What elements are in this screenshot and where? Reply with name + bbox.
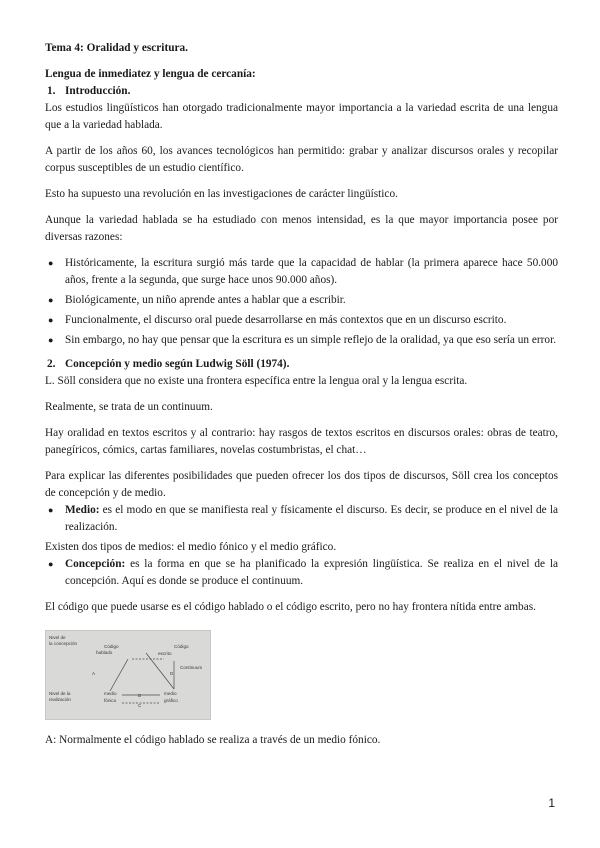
- medio-definition: es el modo en que se manifiesta real y físicamente el discurso. Es decir, se produce en el nivel de la realización.: [65, 504, 558, 533]
- paragraph: A: Normalmente el código hablado se realiza a través de un medio fónico.: [45, 734, 381, 746]
- diagram-label: medio: [164, 691, 177, 696]
- diagram-label: la concepción: [49, 641, 78, 646]
- diagram-label: D: [170, 671, 174, 676]
- section-1-number: 1.: [47, 85, 56, 97]
- medio-term: Medio:: [65, 504, 100, 516]
- diagram-label: medio: [104, 691, 117, 696]
- concepcion-list: [45, 556, 558, 590]
- list-item: ● Sin embargo, no hay que pensar que la escritura es un simple reflejo de la oralidad, ya que eso sería un error.: [45, 332, 558, 349]
- list-item: [45, 502, 558, 536]
- diagram-label: Código: [174, 644, 189, 649]
- paragraph: Existen dos tipos de medios: el medio fónico y el medio gráfico.: [45, 541, 337, 553]
- diagram-label: C: [138, 703, 142, 708]
- diagram-label: escrito: [158, 651, 172, 656]
- paragraph: Aunque la variedad hablada se ha estudiado con menos intensidad, es la que mayor importancia posee por diversas razones:: [45, 214, 558, 243]
- diagram-label: realización: [49, 697, 71, 702]
- concepcion-medio-diagram: [45, 630, 211, 720]
- list-item: [45, 556, 558, 590]
- section-1-heading: [45, 83, 558, 100]
- document-title: Tema 4: Oralidad y escritura.: [45, 42, 188, 54]
- diagram-label: gráfico: [164, 698, 178, 703]
- medio-list: [45, 502, 558, 536]
- concepcion-term: Concepción:: [65, 558, 126, 570]
- diagram-label: Nivel de: [49, 635, 66, 640]
- diagram-label: Continuum: [180, 665, 203, 670]
- list-item: ● Funcionalmente, el discurso oral puede desarrollarse en más contextos que en un discurso escrito.: [45, 312, 558, 329]
- document-page: [45, 40, 558, 749]
- diagram-svg: [46, 631, 212, 721]
- diagram-label: hablado: [96, 650, 113, 655]
- section-1-title: Introducción.: [65, 85, 131, 97]
- reasons-list: [45, 255, 558, 349]
- paragraph: Para explicar las diferentes posibilidades que pueden ofrecer los dos tipos de discursos, Söll crea los conceptos de concepción y de medio.: [45, 470, 558, 499]
- concepcion-definition: es la forma en que se ha planificado la expresión lingüística. Se realiza en el nivel de la concepción. Aquí es donde se produce el continuum.: [65, 558, 558, 587]
- diagram-label: Nivel de la: [49, 691, 71, 696]
- paragraph: Esto ha supuesto una revolución en las investigaciones de carácter lingüístico.: [45, 188, 398, 200]
- section-2-title: Concepción y medio según Ludwig Söll (1974).: [65, 358, 290, 370]
- section-2-number: 2.: [47, 358, 56, 370]
- page-number: 1: [548, 796, 555, 810]
- diagram-label: Código: [104, 644, 119, 649]
- paragraph: El código que puede usarse es el código hablado o el código escrito, pero no hay frontera nítida entre ambas.: [45, 601, 536, 613]
- diagram-label: B: [138, 693, 142, 698]
- section-2-heading: [45, 356, 558, 373]
- list-item: ● Históricamente, la escritura surgió más tarde que la capacidad de hablar (la primera aparece hace 50.000 años, frente a la segunda, que surge hace unos 90.000 años).: [45, 255, 558, 289]
- paragraph: Realmente, se trata de un continuum.: [45, 401, 213, 413]
- diagram-label: A: [92, 671, 96, 676]
- diagram-label: fónico: [104, 698, 117, 703]
- document-subtitle: Lengua de inmediatez y lengua de cercanía:: [45, 68, 256, 80]
- paragraph: Hay oralidad en textos escritos y al contrario: hay rasgos de textos escritos en discursos orales: obras de teatro, panegíricos, cómics, cartas familiares, novelas costumbristas, el chat…: [45, 427, 558, 456]
- paragraph: L. Söll considera que no existe una frontera específica entre la lengua oral y la lengua escrita.: [45, 375, 468, 387]
- paragraph: A partir de los años 60, los avances tecnológicos han permitido: grabar y analizar discursos orales y recopilar corpus susceptibles de un estudio científico.: [45, 145, 558, 174]
- paragraph: Los estudios lingüísticos han otorgado tradicionalmente mayor importancia a la variedad escrita de una lengua que a la variedad hablada.: [45, 102, 558, 131]
- list-item: ● Biológicamente, un niño aprende antes a hablar que a escribir.: [45, 292, 558, 309]
